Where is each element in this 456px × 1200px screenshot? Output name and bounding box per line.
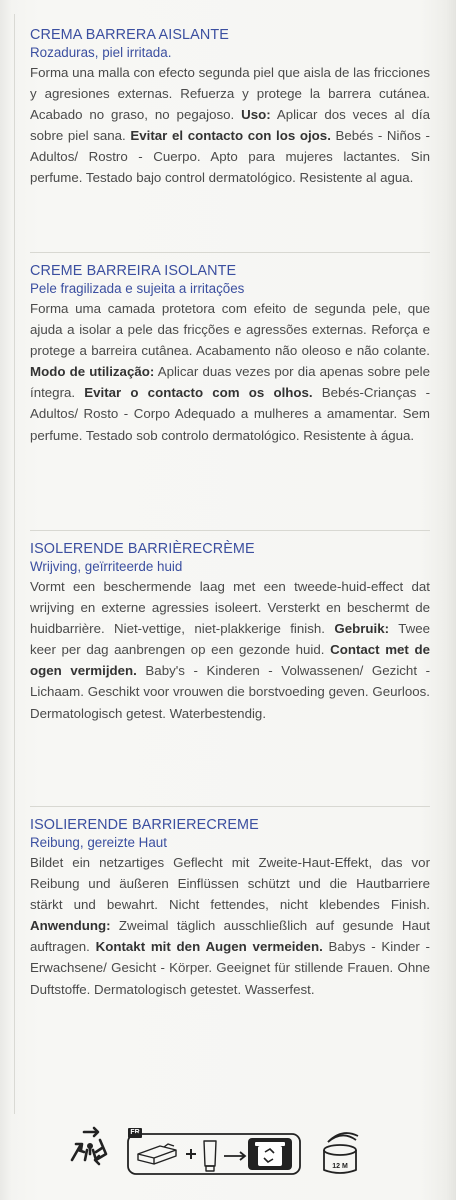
body-text: Babys - Kinder - Erwachsene/ Gesicht - Körper. Geeignet für stillende Frauen. Ohne Duftstoffe. Dermatologisch getestet. Wasserfest.	[30, 939, 430, 997]
section-title-es: CREMA BARRERA AISLANTE	[30, 27, 229, 43]
region-tag: FR	[128, 1128, 142, 1138]
recycle-bin-icon	[255, 1142, 285, 1166]
body-text: Bebés - Niños - Adultos/ Rostro - Cuerpo. Apto para mujeres lactantes. Sin perfume. Testado bajo control dermatológico. Resistente al agua.	[30, 128, 430, 186]
body-text: Twee keer per dag aanbrengen op een gezonde huid.	[30, 621, 430, 658]
section-subtitle-pt: Pele fragilizada e sujeita a irritações	[30, 281, 245, 296]
section-title-pt: CREME BARREIRA ISOLANTE	[30, 263, 237, 279]
section-subtitle-nl: Wrijving, geïrriteerde huid	[30, 559, 183, 574]
section-title-nl: ISOLERENDE BARRIÈRECRÈME	[30, 541, 255, 557]
section-es	[30, 26, 430, 189]
emphasis-text: Evitar el contacto con los ojos.	[130, 128, 331, 144]
emphasis-text: Anwendung:	[30, 918, 111, 934]
body-text: Bildet ein netzartiges Geflecht mit Zweite-Haut-Effekt, das vor Reibung und äußeren Einflüssen schützt und die Hautbarriere stärkt und bewahrt. Nicht fettendes, nicht klebendes Finish.	[30, 855, 430, 913]
divider	[30, 252, 430, 253]
divider	[30, 530, 430, 531]
body-text: Forma uma camada protetora com efeito de segunda pele, que ajuda a isolar a pele das fricções e agressões externas. Reforça e protege a barreira cutânea. Acabamento não oleoso e não colante.	[30, 301, 430, 359]
section-subtitle-es: Rozaduras, piel irritada.	[30, 45, 172, 60]
section-title-de: ISOLIERENDE BARRIERECREME	[30, 817, 259, 833]
emphasis-text: Modo de utilização:	[30, 364, 155, 380]
body-text: Forma una malla con efecto segunda piel que aisla de las fricciones y agresiones externas. Refuerza y protege la barrera cutánea. Acabado no graso, no pegajoso.	[30, 65, 430, 123]
section-subtitle-de: Reibung, gereizte Haut	[30, 835, 167, 850]
body-text: Bebés-Crianças - Adultos/ Rosto - Corpo Adequado a mulheres a amamentar. Sem perfume. Testado sob controlo dermatológico. Resistente à água.	[30, 385, 430, 443]
section-body-nl	[30, 576, 430, 724]
body-text: Vormt een beschermende laag met een tweede-huid-effect dat wrijving en externe agressies isoleert. Versterkt en beschermt de huidbarrière. Niet-vettige, niet-plakkerige finish.	[30, 579, 430, 637]
emphasis-text: Kontakt mit den Augen vermeiden.	[95, 939, 323, 955]
pao-label: 12 M	[332, 1163, 348, 1170]
section-nl	[30, 540, 430, 724]
emphasis-text: Gebruik:	[334, 621, 390, 637]
triman-icon	[66, 1120, 122, 1170]
emphasis-text: Contact met de ogen vermijden.	[30, 642, 431, 679]
body-text: Baby's - Kinderen - Volwassenen/ Gezicht - Lichaam. Geschikt voor vrouwen die borstvoeding geven. Geurloos. Dermatologisch getest. Waterbestendig.	[30, 663, 431, 721]
section-pt	[30, 262, 430, 446]
section-de	[30, 816, 430, 1000]
section-body-pt	[30, 298, 430, 446]
body-text: Zweimal täglich ausschließlich auf gesunde Haut auftragen.	[30, 918, 430, 955]
emphasis-text: Uso:	[241, 107, 271, 123]
body-text: Aplicar duas vezes por dia apenas sobre pele íntegra.	[30, 364, 430, 401]
body-text: Aplicar dos veces al día sobre piel sana.	[30, 107, 430, 144]
packaging-sort-icon	[124, 1128, 304, 1180]
section-body-de	[30, 852, 430, 1000]
section-body-es	[30, 62, 430, 189]
recycling-symbols-row	[0, 1108, 456, 1188]
divider	[30, 806, 430, 807]
emphasis-text: Evitar o contacto com os olhos.	[84, 385, 313, 401]
